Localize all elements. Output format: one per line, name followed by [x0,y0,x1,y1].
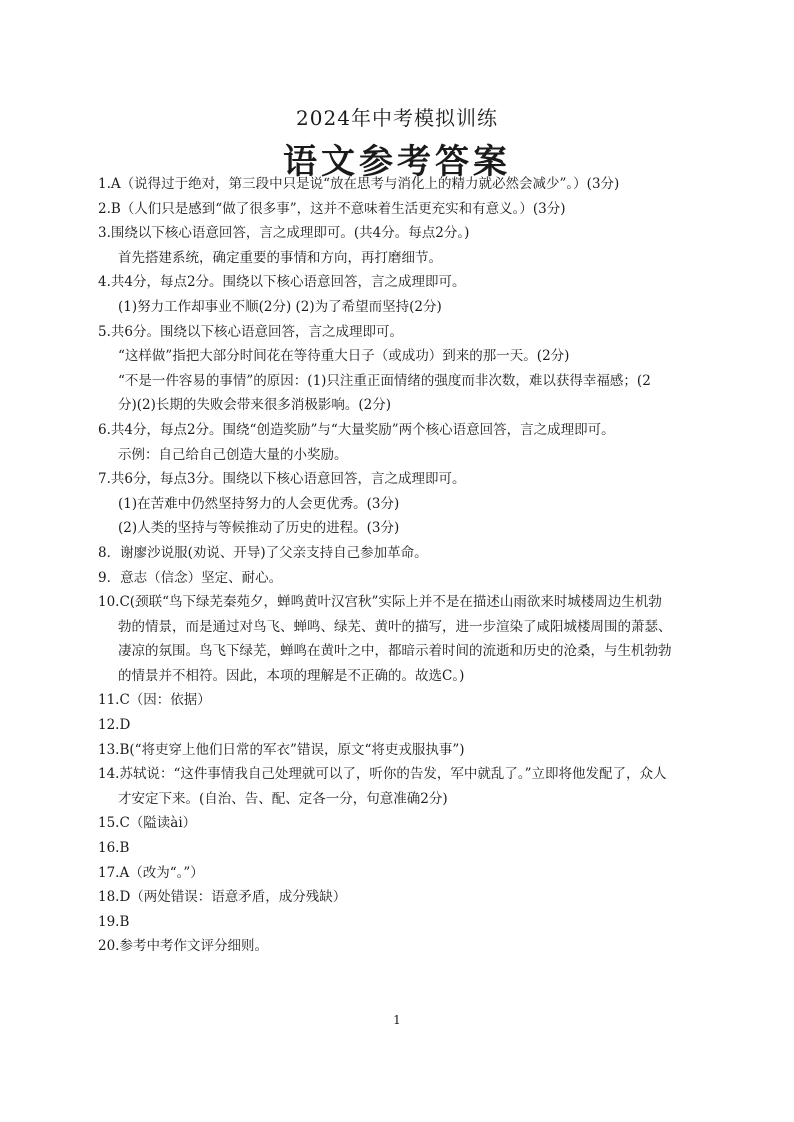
page-number: 1 [393,1013,401,1027]
answer-line: 才安定下来。(自治、告、配、定各一分，句意准确2分) [118,790,448,807]
answer-line: 16.B [98,840,130,857]
answer-line: 15.C（隘读ài） [98,815,197,832]
answer-line: 12.D [98,717,131,734]
answer-line: 20.参考中考作文评分细则。 [98,938,268,955]
answer-line: 17.A（改为“。”） [98,864,204,881]
answer-line: 首先搭建系统，确定重要的事情和方向，再打磨细节。 [118,249,442,266]
answer-line: (1)在苦难中仍然坚持努力的人会更优秀。(3分) [118,495,400,512]
answer-line: 13.B(“将吏穿上他们日常的军衣”错误，原文“将吏戎服执事”) [98,741,465,758]
answer-line: 19.B [98,913,130,930]
answer-line: “这样做”指把大部分时间花在等待重大日子（或成功）到来的那一天。(2分) [118,348,570,365]
answer-line: 2.B（人们只是感到“做了很多事”，这并不意味着生活更充实和有意义。）(3分) [98,200,566,217]
answer-line: 1.A（说得过于绝对，第三段中只是说“放在思考与消化上的精力就必然会减少”。）(3分) [98,176,620,192]
answer-line: 10.C(颈联“鸟下绿芜秦苑夕，蝉鸣黄叶汉宫秋”实际上并不是在描述山雨欲来时城楼周边生机勃 [98,594,662,611]
answer-line: 分)(2)长期的失败会带来很多消极影响。(2分) [118,397,392,414]
answer-line: 6.共4分，每点2分。围绕“创造奖励”与“大量奖励”两个核心语意回答，言之成理即可。 [98,421,615,438]
answer-line: 18.D（两处错误：语意矛盾，成分残缺） [98,889,347,906]
answer-list [98,172,704,959]
answer-line: 7.共6分，每点3分。围绕以下核心语意回答，言之成理即可。 [98,471,466,488]
answer-line: (1)努力工作却事业不顺(2分) (2)为了希望而坚持(2分) [118,298,442,315]
page-title: 语文参考答案 [283,142,511,182]
answer-line: 4.共4分，每点2分。围绕以下核心语意回答，言之成理即可。 [98,274,466,291]
answer-line: 示例：自己给自己创造大量的小奖励。 [118,446,348,463]
answer-line: 5.共6分。围绕以下核心语意回答，言之成理即可。 [98,323,403,340]
answer-line: 9．意志（信念）坚定、耐心。 [98,569,283,586]
exam-subtitle: 2024年中考模拟训练 [296,106,498,130]
answer-line: 凄凉的氛围。鸟飞下绿芜，蝉鸣在黄叶之中，都暗示着时间的流逝和历史的沧桑，与生机勃勃 [118,643,672,660]
answer-line: 11.C（因：依据） [98,692,211,709]
answer-line: 的情景并不相符。因此，本项的理解是不正确的。故选C。) [118,667,465,684]
answer-line: 8．谢廖沙说服(劝说、开导)了父亲支持自己参加革命。 [98,544,428,561]
answer-line: 勃的情景，而是通过对鸟飞、蝉鸣、绿芜、黄叶的描写，进一步渲染了咸阳城楼周围的萧瑟、 [118,618,672,635]
answer-line: “不是一件容易的事情”的原因：(1)只注重正面情绪的强度而非次数，难以获得幸福感；(2 [118,372,651,389]
answer-line: (2)人类的坚持与等候推动了历史的进程。(3分) [118,520,400,537]
answer-line: 3.围绕以下核心语意回答，言之成理即可。(共4分。每点2分。) [98,225,470,242]
answer-line: 14.苏轼说：“这件事情我自己处理就可以了，听你的告发，军中就乱了。”立即将他发配了，众人 [98,766,667,783]
